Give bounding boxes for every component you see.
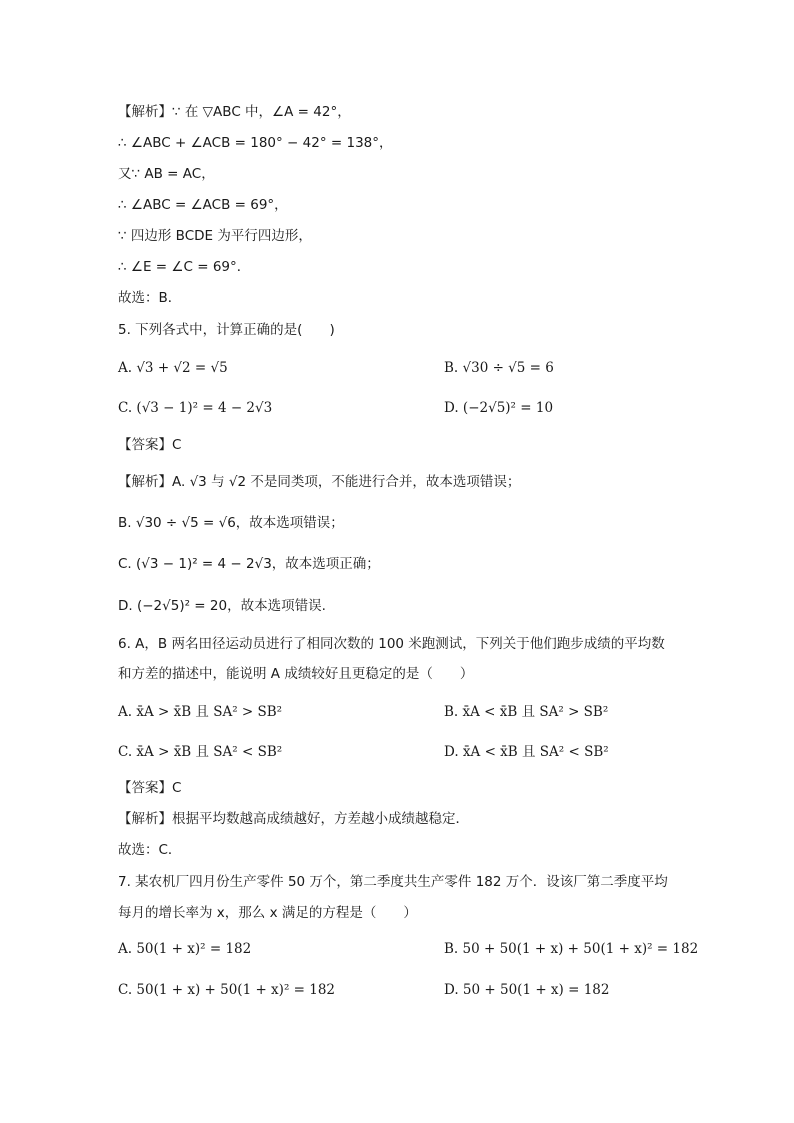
q5-option-d: D. (−2√5)² = 10: [444, 400, 554, 416]
q6-option-d: D. x̄A < x̄B 且 SA² < SB²: [444, 744, 609, 760]
q5-option-c: C. (√3 − 1)² = 4 − 2√3: [118, 400, 273, 416]
q7-option-a: A. 50(1 + x)² = 182: [118, 941, 252, 957]
q6-option-a: A. x̄A > x̄B 且 SA² > SB²: [118, 704, 283, 720]
q5-explanation-d: D. (−2√5)² = 20，故本选项错误.: [118, 598, 326, 614]
q7-stem-line1: 7. 某农机厂四月份生产零件 50 万个，第二季度共生产零件 182 万个．设该厂第二季度平均: [118, 874, 668, 890]
q6-choose: 故选：C．: [118, 842, 182, 858]
analysis4-line5: ∵ 四边形 BCDE 为平行四边形，: [118, 228, 312, 244]
q7-stem-line2: 每月的增长率为 x，那么 x 满足的方程是（ ）: [118, 905, 417, 921]
analysis4-line2: ∴ ∠ABC + ∠ACB = 180° − 42° = 138°，: [118, 135, 393, 151]
q6-stem-line2: 和方差的描述中，能说明 A 成绩较好且更稳定的是（ ）: [118, 666, 474, 682]
analysis4-line1: 【解析】∵ 在 ▽ABC 中，∠A = 42°，: [118, 104, 351, 120]
q5-explanation-a: 【解析】A. √3 与 √2 不是同类项，不能进行合并，故本选项错误；: [118, 474, 521, 490]
q5-explanation-c: C. (√3 − 1)² = 4 − 2√3，故本选项正确；: [118, 556, 380, 572]
q5-answer: 【答案】C: [118, 437, 182, 453]
q6-option-c: C. x̄A > x̄B 且 SA² < SB²: [118, 744, 283, 760]
q5-stem: 5. 下列各式中，计算正确的是( ): [118, 322, 335, 338]
q7-option-d: D. 50 + 50(1 + x) = 182: [444, 982, 610, 998]
q7-option-b: B. 50 + 50(1 + x) + 50(1 + x)² = 182: [444, 941, 699, 957]
q7-option-c: C. 50(1 + x) + 50(1 + x)² = 182: [118, 982, 336, 998]
q5-option-a: A. √3 + √2 = √5: [118, 360, 228, 376]
analysis4-line3: 又∵ AB = AC，: [118, 166, 215, 182]
q6-option-b: B. x̄A < x̄B 且 SA² > SB²: [444, 704, 609, 720]
q6-explanation: 【解析】根据平均数越高成绩越好，方差越小成绩越稳定．: [118, 811, 469, 827]
q6-answer: 【答案】C: [118, 780, 182, 796]
q5-option-b: B. √30 ÷ √5 = 6: [444, 360, 554, 376]
analysis4-choose: 故选：B．: [118, 290, 182, 306]
q5-explanation-b: B. √30 ÷ √5 = √6，故本选项错误；: [118, 515, 344, 531]
q6-stem-line1: 6. A，B 两名田径运动员进行了相同次数的 100 米跑测试，下列关于他们跑步成绩的平均数: [118, 636, 665, 652]
analysis4-line6: ∴ ∠E = ∠C = 69°．: [118, 259, 251, 275]
analysis4-line4: ∴ ∠ABC = ∠ACB = 69°，: [118, 197, 288, 213]
